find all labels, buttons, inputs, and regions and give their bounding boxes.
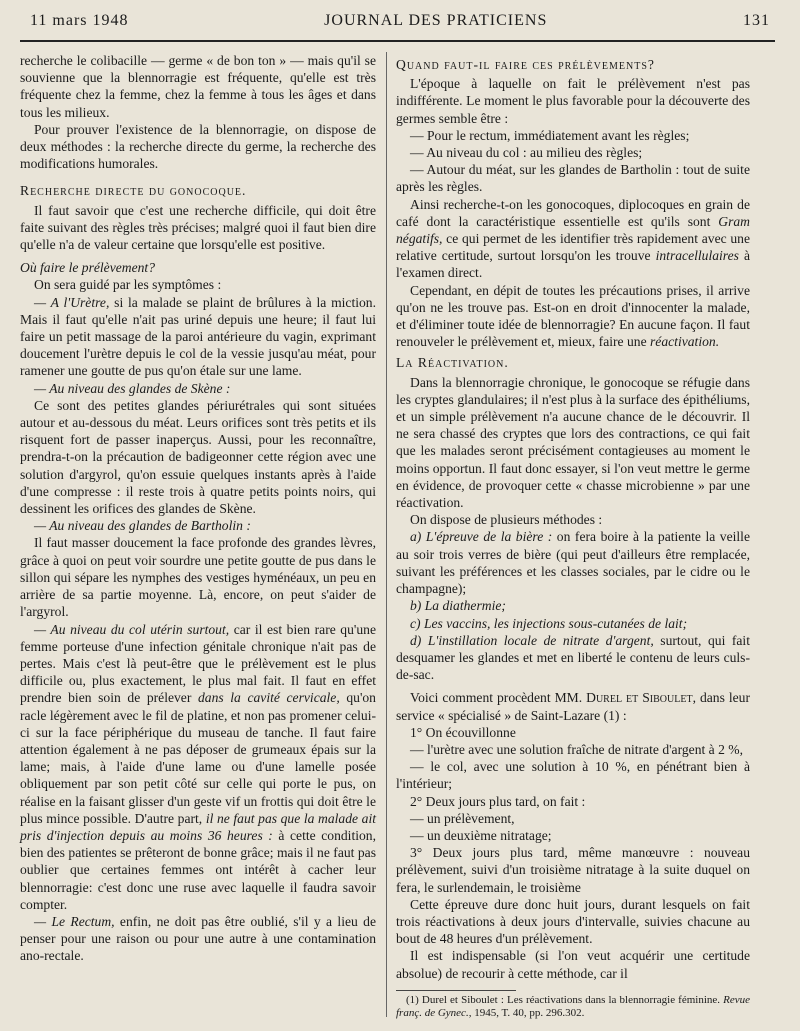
step-2: 2° Deux jours plus tard, on fait : (410, 793, 586, 809)
list-item: — Au niveau du col : au milieu des règles; (410, 145, 643, 161)
text: Voici comment procèdent MM. (410, 690, 587, 706)
text: enfin, ne doit pas être oublié, s'il y a lieu de penser pour une raison ou pour une autre à une contamination ano-rectale. (20, 913, 376, 964)
paragraph: Il faut masser doucement la face profonde des grandes lèvres, grâce à quoi on peut voir sourdre une petite goutte de pus dans le sillon qui sépare les nymphes des vestiges hyménéaux, un peu en arrière de sa partie moyenne. Là, encore, on peut s'aider de l'argyrol. (20, 535, 376, 620)
paragraph: On sera guidé par les symptômes : (34, 277, 222, 293)
step-3: 3° Deux jours plus tard, même manœuvre : nouveau prélèvement, suivi d'un troisième nitratage à la suite duquel on fera, le surlendemain, le troisième (396, 845, 750, 895)
method-d (396, 632, 750, 684)
step-item: — l'urètre avec une solution fraîche de nitrate d'argent à 2 %, (410, 741, 744, 757)
text: dans leur service « spécialisé » de Saint-Lazare (1) : (396, 690, 751, 723)
text: car il est bien rare qu'une femme porteuse d'une infection génitale chronique n'ait pas de pertes. Mais c'est là peut-être que le prélèvement est le plus difficile ou, plus exactement, le plus mal fait. Il faut en effet prendre bien soin de prélever (20, 621, 376, 706)
step-1: 1° On écouvillonne (410, 724, 516, 740)
text: Ainsi recherche-t-on les gonocoques, diplocoques en grain de café dont la caractéristique essentielle est qu'ils sont (396, 196, 750, 229)
text: à l'examen direct. (396, 248, 750, 281)
text: ce qui permet de les identifier très rapidement avec une relative certitude, surtout lorsqu'on les trouve (396, 231, 750, 264)
list-item: — Pour le rectum, immédiatement avant les règles; (410, 127, 690, 143)
step-item: — le col, avec une solution à 10 %, en pénétrant bien à l'intérieur; (396, 759, 750, 792)
author-names: Durel et Siboulet, (586, 690, 696, 706)
paragraph: Cette épreuve dure donc huit jours, durant lesquels on fait trois réactivations à deux jours d'intervalle, suivies chacune au bout de 48 heures d'un prélèvement. (396, 896, 750, 947)
paragraph: recherche le colibacille — germe « de bon ton » — mais qu'il se souvienne que la blennorragie est fréquente, qu'elle est très fréquente chez la femme, chez la femme à tous les âges et dans tous les milieux. (20, 53, 376, 120)
list-item: — Autour du méat, sur les glandes de Bartholin : tout de suite après les règles. (396, 162, 750, 195)
page-header (30, 8, 770, 34)
italic-text: Revue franç. de Gynec., (396, 993, 750, 1019)
text: 1945, T. 40, pp. 296.302. (471, 1006, 585, 1019)
column-divider (386, 52, 387, 1017)
paragraph-gonocoques (396, 196, 750, 282)
italic-text: d) L'instillation locale de nitrate d'argent, (410, 632, 654, 648)
paragraph: Il faut savoir que c'est une recherche difficile, qui doit être faite suivant des règles très précises; malgré quoi il faut bien dire qu'elle n'a de valeur certaine que lorsqu'elle est positive. (20, 202, 376, 253)
subheading-skene: — Au niveau des glandes de Skène : (34, 380, 231, 396)
italic-text: — Au niveau du col utérin surtout, (34, 621, 230, 637)
paragraph: Pour prouver l'existence de la blennorragie, on dispose de deux méthodes : la recherche directe du germe, la recherche des modifications humorales. (20, 121, 376, 172)
italic-text: réactivation. (650, 334, 720, 350)
method-b: b) La diathermie; (410, 598, 506, 614)
paragraph-col-uterin (20, 621, 376, 913)
right-column (396, 52, 750, 1020)
paragraph-rectum (20, 913, 376, 965)
section-heading-recherche: Recherche directe du gonocoque. (20, 183, 247, 199)
paragraph-uretre (20, 294, 376, 380)
subheading-bartholin: — Au niveau des glandes de Bartholin : (34, 518, 251, 534)
method-c: c) Les vaccins, les injections sous-cutanées de lait; (410, 615, 688, 631)
text: si la malade se plaint de brûlures à la miction. Mais il faut qu'elle n'ait pas uriné depuis une heure; il faut lui faire un petit massage de la paroi antérieure du vagin, exprimant doucement l'urètre depuis le col de la vessie jusqu'au méat, pour ramener une goutte de pus qu'on étale sur une lame. (20, 294, 376, 379)
text: (1) Durel et Siboulet : Les réactivations dans la blennorragie féminine. (406, 993, 724, 1006)
footnote-rule (396, 990, 516, 991)
paragraph: L'époque à laquelle on fait le prélèvement n'est pas indifférente. Le moment le plus favorable pour la découverte des germes semble être : (396, 76, 750, 126)
italic-text: — A l'Urètre, (34, 294, 110, 310)
italic-text: il ne faut pas que la malade ait pris d'injection depuis au moins 36 heures : (20, 810, 376, 843)
paragraph: Ce sont des petites glandes périurétrales qui sont situées autour et au-dessous du méat. Leurs orifices sont très petits et ils risquent fort de passer inaperçus. Aussi, pour les reconnaître, prendra-t-on la précaution de badigeonner cette région avec une solution d'argyrol, qu'on essuie quelques instants après à l'aide d'une compresse : il reste trois à quatre petits points noirs, qui dessinent les orifices des glandes de Skène. (20, 397, 376, 517)
text: surtout, qui fait desquamer les glandes et met en liberté le contenu de leurs culs-de-sac. (396, 632, 750, 683)
step-item: — un prélèvement, (410, 810, 515, 826)
paragraph-durel (396, 689, 750, 723)
italic-text: dans la cavité cervicale, (197, 690, 340, 706)
text: à cette condition, bien des patientes se prêteront de bonne grâce; mais il ne faut pas oublier que certaines femmes ont intérêt à cacher leur blennorragie: c'est donc une ruse avec laquelle il faudra savoir compter. (20, 827, 376, 912)
text: on fera boire à la patiente la veille au soir trois verres de bière (qui peut d'ailleurs être remplacée, suivant les préférences et les classes sociales, par le cidre ou le champagne); (396, 529, 750, 597)
method-a (396, 528, 750, 597)
paragraph: On dispose de plusieurs méthodes : (410, 512, 603, 528)
paragraph: Il est indispensable (si l'on veut acquérir une certitude absolue) de recourir à cette méthode, car il (396, 948, 750, 981)
italic-text: — Le Rectum, (34, 913, 115, 929)
paragraph-cependant (396, 282, 750, 351)
header-date: 11 mars 1948 (30, 12, 129, 29)
section-heading-quand: Quand faut-il faire ces prélèvements? (396, 57, 655, 72)
text: Cependant, en dépit de toutes les précautions prises, il arrive qu'on ne les trouve pas. Est-on en droit d'innocenter la malade, et d'éliminer toute idée de blennorragie? En aucune façon. Il faut renouveler le prélèvement et, mieux, faire une (396, 282, 750, 350)
left-column (20, 52, 376, 965)
italic-text: a) L'épreuve de la bière : (410, 529, 553, 545)
italic-text: Gram négatifs, (396, 213, 750, 247)
italic-text: intracellulaires (655, 248, 739, 264)
subheading-ou-faire: Où faire le prélèvement? (20, 260, 156, 276)
header-page-number: 131 (743, 12, 770, 29)
step-item: — un deuxième nitratage; (410, 827, 552, 843)
paragraph: Dans la blennorragie chronique, le gonocoque se réfugie dans les cryptes glandulaires; il n'est plus à la surface des épithéliums, et un simple prélèvement n'a aucune chance de le découvrir. Il ne sera chassé des cryptes que lors des contractions, ce qui fait que les malades seront précisément contagieuses au moment le moins opportun. Il faut donc essayer, si l'on veut mettre le germe en évidence, de provoquer cette « chasse microbienne » par une réactivation. (396, 374, 750, 511)
section-heading-reactivation: La Réactivation. (396, 355, 509, 371)
text: qu'on racle légèrement avec le fil de platine, et non pas promener celui-ci sur la face périphérique du museau de tanche. Il faut faire attention également à ne pas déposer de grumeaux épais sur la lame; mais, à l'aide d'une lame ou d'une lamelle posée obliquement par son petit côté sur celle qui porte le pus, on réalise en la faisant glisser d'un geste vif un frottis qui doit être le plus mince possible. D'autre part, (20, 690, 376, 826)
header-journal-title: JOURNAL DES PRATICIENS (324, 12, 548, 29)
footnote (396, 994, 750, 1020)
header-rule (20, 40, 775, 42)
